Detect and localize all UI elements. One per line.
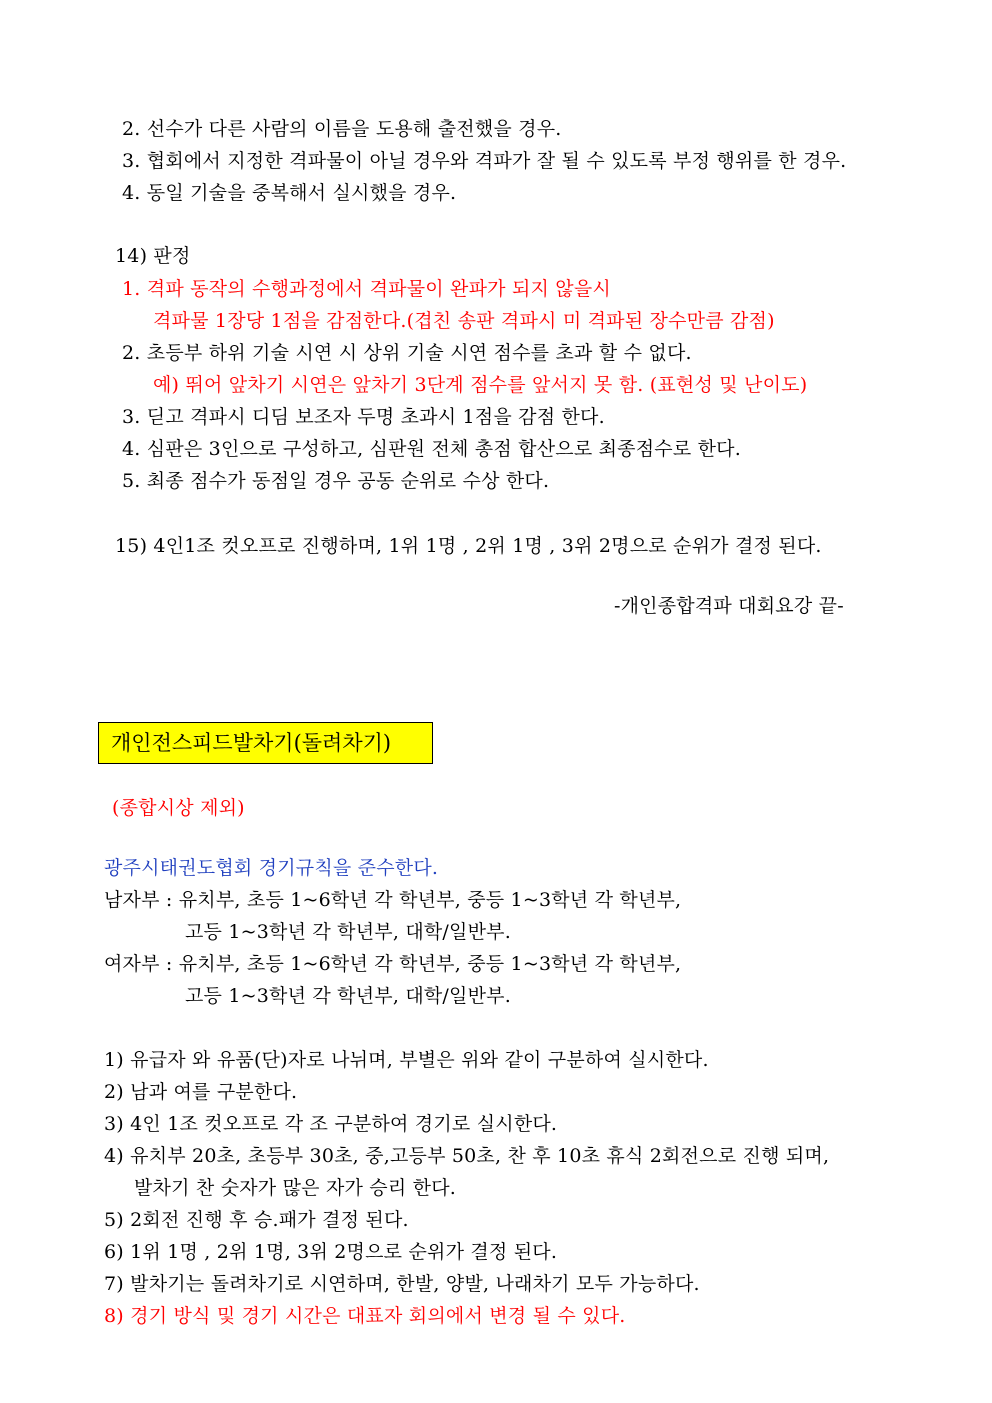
rule-6: 6) 1위 1명 , 2위 1명, 3위 2명으로 순위가 결정 된다.: [104, 1241, 558, 1263]
rule-3: 3) 4인 1조 컷오프로 각 조 구분하여 경기로 실시한다.: [104, 1113, 558, 1135]
section-title-box: 개인전스피드발차기(돌려차기): [98, 722, 433, 764]
judging-item-1-line-2: 격파물 1장당 1점을 감점한다.(겹친 송판 격파시 미 격파된 장수만큼 감점): [153, 310, 775, 332]
rule-5: 5) 2회전 진행 후 승.패가 결정 된다.: [104, 1209, 409, 1231]
violation-item-4: 4. 동일 기술을 중복해서 실시했을 경우.: [122, 182, 457, 204]
judging-item-4: 4. 심판은 3인으로 구성하고, 심판원 전체 총점 합산으로 최종점수로 한다.: [122, 438, 741, 460]
judging-item-3: 3. 딛고 격파시 디딤 보조자 두명 초과시 1점을 감점 한다.: [122, 406, 605, 428]
end-note: -개인종합격파 대회요강 끝-: [614, 595, 844, 617]
female-division-line-1: 여자부 : 유치부, 초등 1~6학년 각 학년부, 중등 1~3학년 각 학년부,: [104, 953, 682, 975]
rule-15: 15) 4인1조 컷오프로 진행하며, 1위 1명 , 2위 1명 , 3위 2명으로 순위가 결정 된다.: [115, 535, 822, 557]
violation-item-2: 2. 선수가 다른 사람의 이름을 도용해 출전했을 경우.: [122, 118, 562, 140]
female-division-line-2: 고등 1~3학년 각 학년부, 대학/일반부.: [185, 985, 511, 1007]
judging-item-1-line-1: 1. 격파 동작의 수행과정에서 격파물이 완파가 되지 않을시: [122, 278, 611, 300]
judging-item-5: 5. 최종 점수가 동점일 경우 공동 순위로 수상 한다.: [122, 470, 550, 492]
rule-8: 8) 경기 방식 및 경기 시간은 대표자 회의에서 변경 될 수 있다.: [104, 1305, 626, 1327]
rule-7: 7) 발차기는 돌려차기로 시연하며, 한발, 양발, 나래차기 모두 가능하다.: [104, 1273, 700, 1295]
judging-heading: 14) 판정: [115, 245, 191, 267]
rules-note: 광주시태권도협회 경기규칙을 준수한다.: [104, 857, 439, 879]
rule-4-line-2: 발차기 찬 숫자가 많은 자가 승리 한다.: [134, 1177, 456, 1199]
rule-1: 1) 유급자 와 유품(단)자로 나뉘며, 부별은 위와 같이 구분하여 실시한다.: [104, 1049, 709, 1071]
rule-2: 2) 남과 여를 구분한다.: [104, 1081, 298, 1103]
male-division-line-1: 남자부 : 유치부, 초등 1~6학년 각 학년부, 중등 1~3학년 각 학년부,: [104, 889, 682, 911]
judging-item-2: 2. 초등부 하위 기술 시연 시 상위 기술 시연 점수를 초과 할 수 없다.: [122, 342, 692, 364]
male-division-line-2: 고등 1~3학년 각 학년부, 대학/일반부.: [185, 921, 511, 943]
judging-item-2-example: 예) 뛰어 앞차기 시연은 앞차기 3단계 점수를 앞서지 못 함. (표현성 및 난이도): [153, 374, 808, 396]
violation-item-3: 3. 협회에서 지정한 격파물이 아닐 경우와 격파가 잘 될 수 있도록 부정 행위를 한 경우.: [122, 150, 847, 172]
excluded-note: (종합시상 제외): [112, 797, 245, 819]
rule-4-line-1: 4) 유치부 20초, 초등부 30초, 중,고등부 50초, 찬 후 10초 휴식 2회전으로 진행 되며,: [104, 1145, 830, 1167]
